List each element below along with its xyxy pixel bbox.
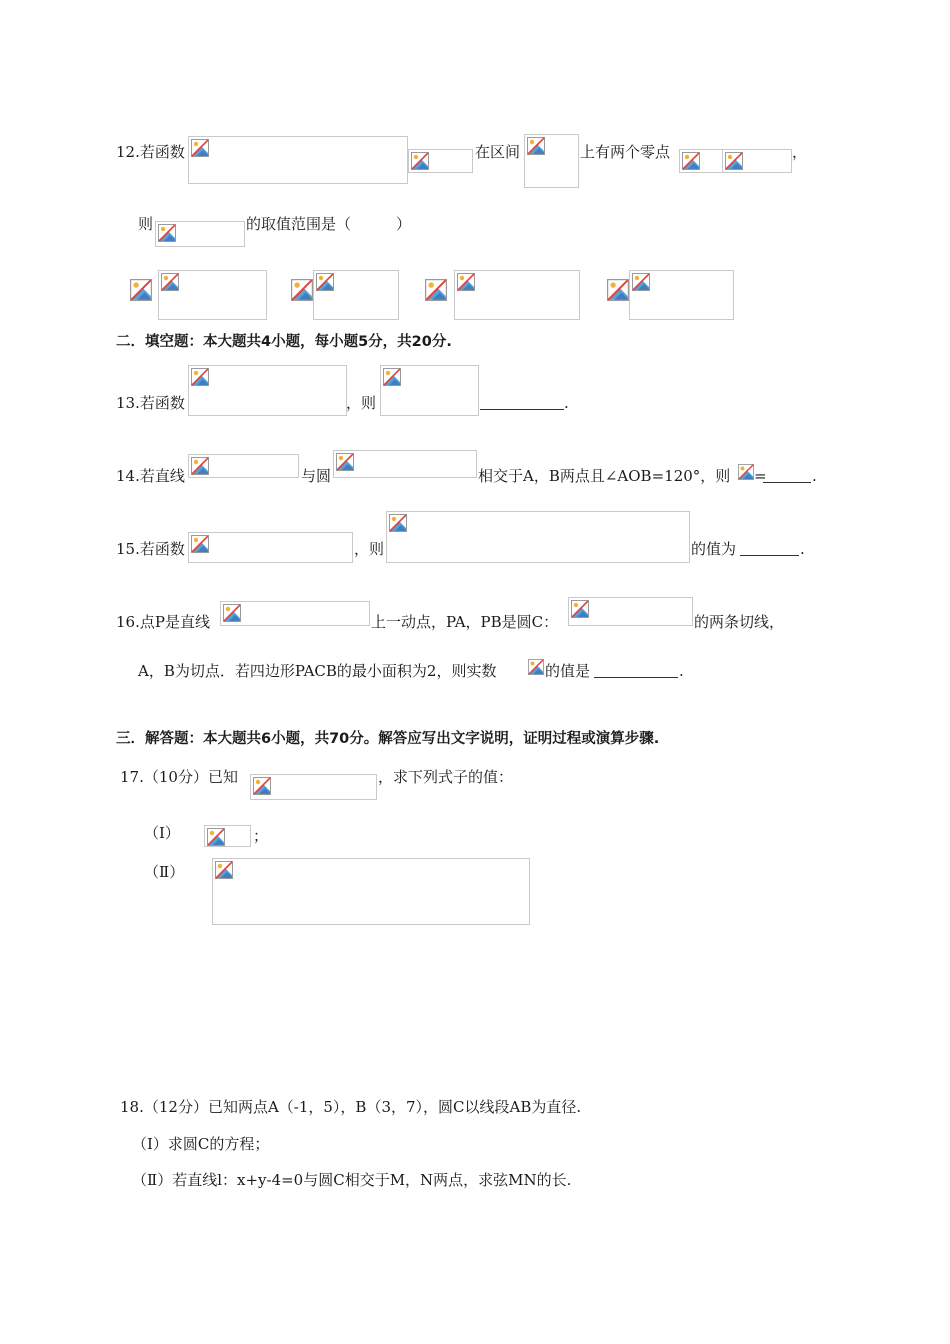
q13-text: ，则 bbox=[346, 394, 377, 412]
broken-image-icon bbox=[457, 273, 475, 291]
q15-text: . bbox=[800, 540, 805, 558]
broken-image-icon bbox=[383, 368, 401, 386]
q17-text: ，求下列式子的值： bbox=[378, 768, 514, 786]
q17-label: 17.（10分）已知 bbox=[120, 768, 238, 786]
formula-image bbox=[155, 221, 245, 247]
broken-image-icon bbox=[632, 273, 650, 291]
formula-image bbox=[524, 134, 579, 188]
broken-image-icon bbox=[191, 535, 209, 553]
formula-image bbox=[204, 825, 251, 847]
q14-text: 相交于A，B两点且∠AOB=120°，则 bbox=[478, 467, 731, 485]
option-label-image bbox=[130, 279, 152, 301]
broken-image-icon bbox=[223, 604, 241, 622]
formula-image bbox=[212, 858, 530, 925]
formula-image bbox=[188, 532, 353, 563]
q18-line: （Ⅱ）若直线l：x+y-4=0与圆C相交于M，N两点，求弦MN的长. bbox=[132, 1171, 572, 1189]
q14-text: 与圆 bbox=[301, 467, 332, 485]
q18-line: 18.（12分）已知两点A（-1，5），B（3，7），圆C以线段AB为直径. bbox=[120, 1098, 582, 1116]
answer-blank[interactable] bbox=[740, 541, 799, 556]
q12-text: 在区间 bbox=[475, 143, 521, 161]
broken-image-icon bbox=[191, 368, 209, 386]
q16-text: 的值是 bbox=[545, 662, 591, 680]
formula-image bbox=[722, 149, 792, 173]
broken-image-icon bbox=[130, 279, 152, 301]
q18-line: （Ⅰ）求圆C的方程； bbox=[132, 1135, 270, 1153]
q12-label: 12.若函数 bbox=[116, 143, 185, 161]
broken-image-icon bbox=[425, 279, 447, 301]
q12-text: 上有两个零点 bbox=[580, 143, 671, 161]
answer-blank[interactable] bbox=[763, 468, 811, 483]
option-label-image bbox=[607, 279, 629, 301]
broken-image-icon bbox=[191, 139, 209, 157]
broken-image-icon bbox=[316, 273, 334, 291]
q13-text: . bbox=[564, 394, 569, 412]
option-formula-image bbox=[158, 270, 267, 320]
q16-text: A，B为切点．若四边形PACB的最小面积为2，则实数 bbox=[138, 662, 497, 680]
option-formula-image bbox=[313, 270, 399, 320]
section-heading: 三．解答题：本大题共6小题，共70分。解答应写出文字说明，证明过程或演算步骤. bbox=[116, 731, 660, 747]
broken-image-icon bbox=[725, 152, 743, 170]
broken-image-icon bbox=[682, 152, 700, 170]
formula-image bbox=[386, 511, 690, 563]
q12-text: ， bbox=[792, 143, 808, 161]
q17-part: （Ⅰ） bbox=[144, 824, 180, 842]
broken-image-icon bbox=[607, 279, 629, 301]
broken-image-icon bbox=[191, 457, 209, 475]
option-formula-image bbox=[454, 270, 580, 320]
q12-text: 的取值范围是（ ） bbox=[246, 215, 412, 233]
q16-text: 上一动点，PA，PB是圆C： bbox=[371, 613, 559, 631]
q16-label: 16.点P是直线 bbox=[116, 613, 210, 631]
formula-image bbox=[380, 365, 479, 416]
q14-label: 14.若直线 bbox=[116, 467, 185, 485]
q15-label: 15.若函数 bbox=[116, 540, 185, 558]
broken-image-icon bbox=[253, 777, 271, 795]
broken-image-icon bbox=[215, 861, 233, 879]
formula-image bbox=[528, 659, 544, 679]
option-label-image bbox=[291, 279, 313, 301]
broken-image-icon bbox=[207, 828, 225, 846]
q17-part: （Ⅱ） bbox=[144, 863, 185, 881]
formula-image bbox=[188, 365, 347, 416]
broken-image-icon bbox=[738, 464, 754, 480]
formula-image bbox=[408, 149, 473, 173]
broken-image-icon bbox=[158, 224, 176, 242]
option-label-image bbox=[425, 279, 447, 301]
q13-label: 13.若函数 bbox=[116, 394, 185, 412]
broken-image-icon bbox=[161, 273, 179, 291]
answer-blank[interactable] bbox=[480, 395, 564, 410]
formula-image bbox=[679, 149, 723, 173]
formula-image bbox=[333, 450, 477, 478]
answer-blank[interactable] bbox=[594, 663, 678, 678]
formula-image bbox=[188, 454, 299, 478]
formula-image bbox=[188, 136, 408, 184]
broken-image-icon bbox=[411, 152, 429, 170]
q14-text: . bbox=[812, 467, 817, 485]
formula-image bbox=[568, 597, 693, 626]
broken-image-icon bbox=[336, 453, 354, 471]
formula-image bbox=[220, 601, 370, 626]
formula-image bbox=[738, 464, 754, 482]
q16-text: . bbox=[679, 662, 684, 680]
option-formula-image bbox=[629, 270, 734, 320]
q16-text: 的两条切线， bbox=[694, 613, 785, 631]
section-heading: 二．填空题：本大题共4小题，每小题5分，共20分. bbox=[116, 334, 452, 350]
q15-text: ，则 bbox=[354, 540, 385, 558]
broken-image-icon bbox=[527, 137, 545, 155]
broken-image-icon bbox=[528, 659, 544, 675]
q15-text: 的值为 bbox=[691, 540, 737, 558]
q12-text: 则 bbox=[138, 215, 154, 233]
broken-image-icon bbox=[571, 600, 589, 618]
broken-image-icon bbox=[389, 514, 407, 532]
q14-text: = bbox=[754, 467, 767, 485]
broken-image-icon bbox=[291, 279, 313, 301]
q17-text: ； bbox=[253, 827, 269, 845]
formula-image bbox=[250, 774, 377, 800]
